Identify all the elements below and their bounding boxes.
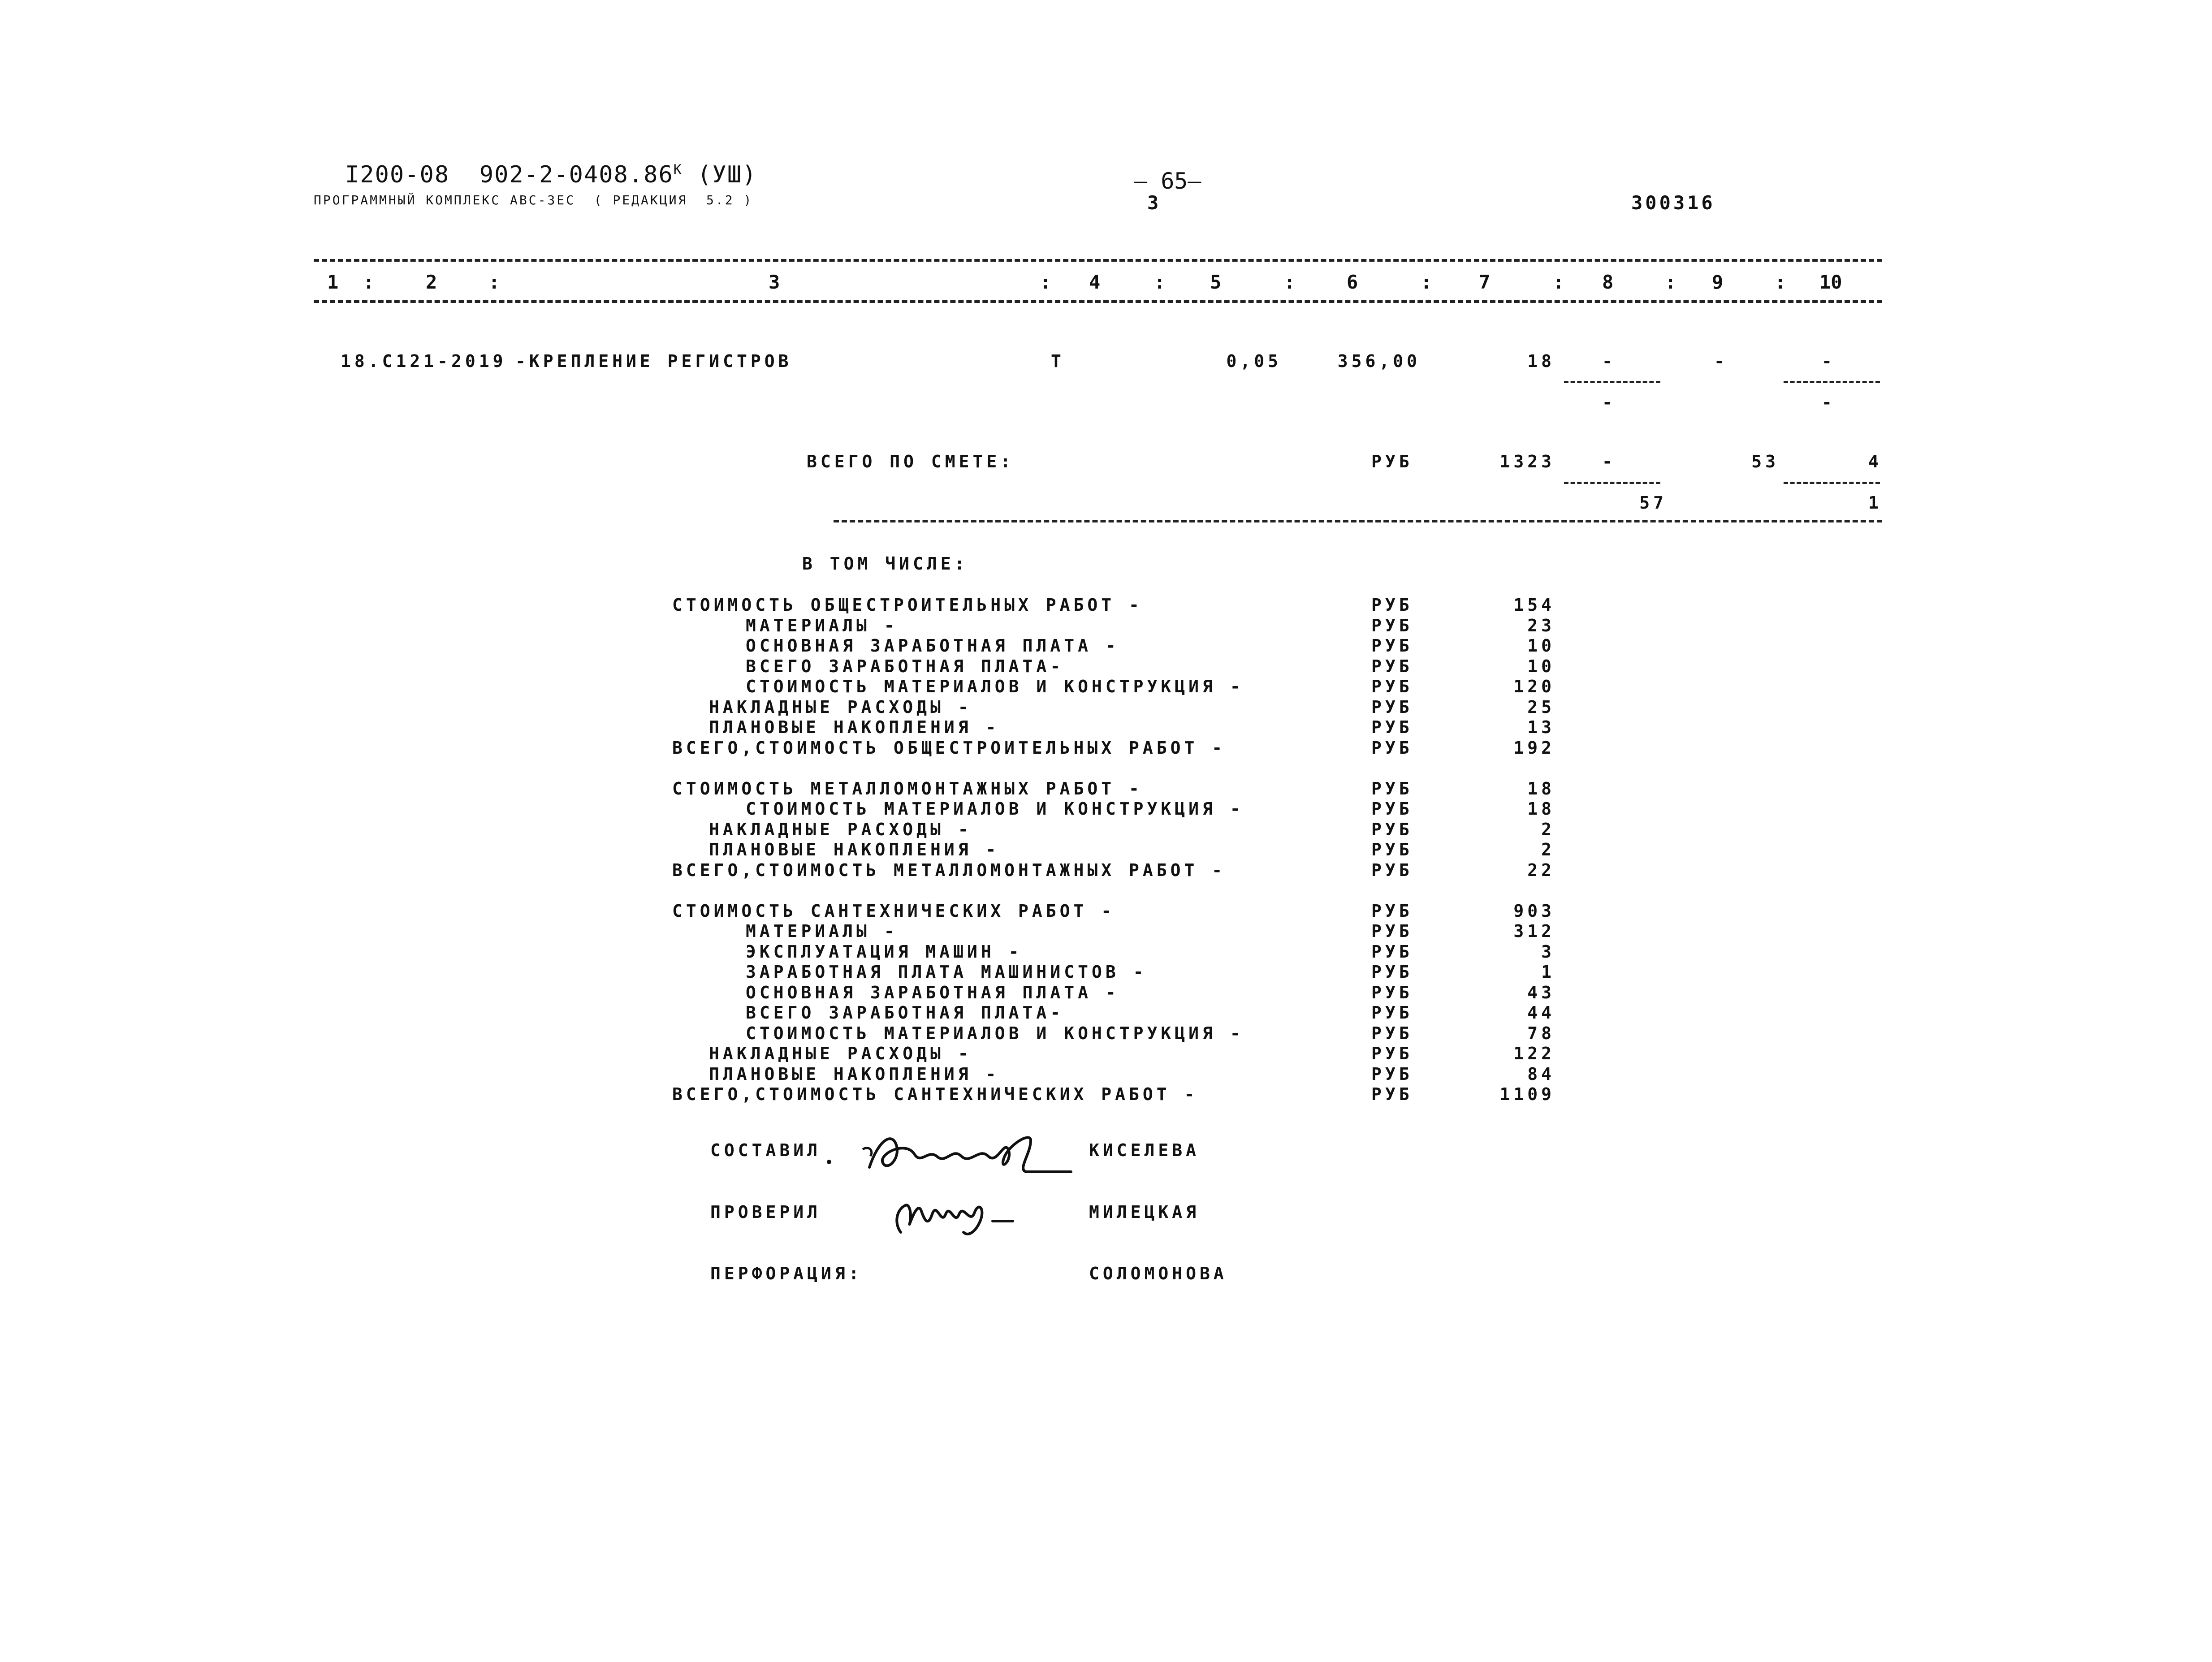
breakdown-value: 1109	[1499, 1084, 1555, 1104]
sheet-number: 3	[1147, 192, 1159, 214]
breakdown-label: НАКЛАДНЫЕ РАСХОДЫ -	[709, 1044, 972, 1063]
breakdown-value: 84	[1527, 1064, 1555, 1084]
breakdown-label: ВСЕГО,СТОИМОСТЬ ОБЩЕСТРОИТЕЛЬНЫХ РАБОТ -	[672, 738, 1226, 758]
breakdown-value: 120	[1513, 677, 1555, 696]
totals-col9: 53	[1751, 452, 1779, 471]
perforation-label: ПЕРФОРАЦИЯ:	[710, 1264, 863, 1283]
breakdown-unit: РУБ	[1371, 860, 1413, 880]
breakdown-unit: РУБ	[1371, 636, 1413, 656]
checked-signature	[892, 1183, 1026, 1241]
breakdown-label: НАКЛАДНЫЕ РАСХОДЫ -	[709, 697, 972, 717]
breakdown-label: СТОИМОСТЬ МАТЕРИАЛОВ И КОНСТРУКЦИЯ -	[746, 799, 1244, 819]
totals-col8-rule	[1564, 482, 1660, 484]
breakdown-unit: РУБ	[1371, 595, 1413, 615]
breakdown-unit: РУБ	[1371, 1084, 1413, 1104]
compiled-label: СОСТАВИЛ	[710, 1140, 821, 1160]
breakdown-label: ВСЕГО,СТОИМОСТЬ МЕТАЛЛОМОНТАЖНЫХ РАБОТ -	[672, 860, 1226, 880]
breakdown-unit: РУБ	[1371, 1003, 1413, 1023]
breakdown-value: 1	[1541, 962, 1555, 982]
breakdown-value: 44	[1527, 1003, 1555, 1023]
breakdown-unit: РУБ	[1371, 799, 1413, 819]
totals-rule	[834, 520, 1882, 522]
breakdown-label: СТОИМОСТЬ МАТЕРИАЛОВ И КОНСТРУКЦИЯ -	[746, 1023, 1244, 1043]
col-sep: :	[1665, 271, 1676, 293]
breakdown-label: СТОИМОСТЬ МЕТАЛЛОМОНТАЖНЫХ РАБОТ -	[672, 778, 1143, 799]
item-col8-top: -	[1602, 351, 1616, 371]
compiled-signature	[820, 1122, 1080, 1185]
breakdown-unit: РУБ	[1371, 656, 1413, 676]
program-line: ПРОГРАММНЫЙ КОМПЛЕКС АВС-3ЕС ( РЕДАКЦИЯ 5.2 )	[314, 193, 753, 207]
breakdown-label: НАКЛАДНЫЕ РАСХОДЫ -	[709, 819, 972, 839]
breakdown-unit: РУБ	[1371, 921, 1413, 941]
item-code: 18.С121-2019	[341, 351, 507, 371]
breakdown-value: 312	[1513, 921, 1555, 941]
col-sep: :	[1775, 271, 1786, 293]
breakdown-value: 10	[1527, 636, 1555, 656]
breakdown-value: 154	[1513, 595, 1555, 615]
breakdown-unit: РУБ	[1371, 941, 1413, 962]
col-7: 7	[1479, 271, 1491, 293]
breakdown-label: МАТЕРИАЛЫ -	[746, 615, 898, 635]
breakdown-unit: РУБ	[1371, 1064, 1413, 1084]
header-rule-top	[314, 259, 1882, 262]
page-number: – 65–	[1134, 168, 1201, 194]
breakdown-label: СТОИМОСТЬ САНТЕХНИЧЕСКИХ РАБОТ -	[672, 901, 1115, 921]
breakdown-unit: РУБ	[1371, 840, 1413, 859]
breakdown-unit: РУБ	[1371, 778, 1413, 799]
col-sep: :	[488, 271, 500, 293]
breakdown-value: 23	[1527, 615, 1555, 635]
breakdown-label: ПЛАНОВЫЕ НАКОПЛЕНИЯ -	[709, 840, 1000, 859]
breakdown-unit: РУБ	[1371, 738, 1413, 758]
col-5: 5	[1210, 271, 1222, 293]
breakdown-unit: РУБ	[1371, 677, 1413, 696]
col-1: 1	[327, 271, 339, 293]
totals-value: 1323	[1499, 452, 1555, 471]
breakdown-value: 18	[1527, 778, 1555, 799]
breakdown-unit: РУБ	[1371, 962, 1413, 982]
compiled-name: КИСЕЛЕВА	[1089, 1140, 1200, 1160]
item-total: 18	[1527, 351, 1555, 371]
breakdown-unit: РУБ	[1371, 982, 1413, 1002]
totals-col10-top: 4	[1868, 452, 1882, 471]
breakdown-value: 78	[1527, 1023, 1555, 1043]
totals-col8-top: -	[1602, 452, 1616, 471]
item-col8-rule	[1564, 381, 1660, 383]
breakdown-label: ОСНОВНАЯ ЗАРАБОТНАЯ ПЛАТА -	[746, 982, 1119, 1002]
item-col10-top: -	[1822, 351, 1836, 371]
breakdown-unit: РУБ	[1371, 901, 1413, 921]
breakdown-label: ВСЕГО ЗАРАБОТНАЯ ПЛАТА-	[746, 1003, 1064, 1023]
breakdown-unit: РУБ	[1371, 697, 1413, 717]
totals-label: ВСЕГО ПО СМЕТЕ:	[807, 452, 1015, 471]
checked-name: МИЛЕЦКАЯ	[1089, 1202, 1200, 1222]
item-unit: Т	[1051, 351, 1065, 371]
header-rule-bottom	[314, 300, 1882, 303]
perforation-name: СОЛОМОНОВА	[1089, 1264, 1227, 1283]
breakdown-label: ЭКСПЛУАТАЦИЯ МАШИН -	[746, 941, 1023, 962]
col-sep: :	[1553, 271, 1564, 293]
totals-col10-bottom: 1	[1868, 493, 1882, 513]
col-sep: :	[1154, 271, 1166, 293]
breakdown-unit: РУБ	[1371, 615, 1413, 635]
breakdown-unit: РУБ	[1371, 819, 1413, 839]
col-8: 8	[1602, 271, 1614, 293]
col-4: 4	[1089, 271, 1101, 293]
breakdown-value: 2	[1541, 840, 1555, 859]
reference-number: I200-08 $902-2-0408.86^К$ (УШ)	[345, 161, 757, 188]
breakdown-value: 3	[1541, 941, 1555, 962]
col-9: 9	[1712, 271, 1724, 293]
item-price: 356,00	[1337, 351, 1421, 371]
checked-label: ПРОВЕРИЛ	[710, 1202, 821, 1222]
breakdown-label: ПЛАНОВЫЕ НАКОПЛЕНИЯ -	[709, 1064, 1000, 1084]
totals-unit: РУБ	[1371, 452, 1413, 471]
document-code: 300316	[1631, 192, 1715, 214]
breakdown-unit: РУБ	[1371, 1023, 1413, 1043]
col-sep: :	[1284, 271, 1296, 293]
breakdown-label: ЗАРАБОТНАЯ ПЛАТА МАШИНИСТОВ -	[746, 962, 1147, 982]
col-sep: :	[363, 271, 375, 293]
totals-col10-rule	[1784, 482, 1880, 484]
breakdown-value: 43	[1527, 982, 1555, 1002]
breakdown-value: 2	[1541, 819, 1555, 839]
breakdown-unit: РУБ	[1371, 717, 1413, 737]
item-col9: -	[1714, 351, 1728, 371]
item-col8-bottom: -	[1602, 393, 1616, 412]
breakdown-value: 18	[1527, 799, 1555, 819]
col-10: 10	[1819, 271, 1842, 293]
item-col10-rule	[1784, 381, 1880, 383]
breakdown-value: 903	[1513, 901, 1555, 921]
breakdown-value: 13	[1527, 717, 1555, 737]
breakdown-title: В ТОМ ЧИСЛЕ:	[802, 554, 968, 574]
col-3: 3	[769, 271, 780, 293]
breakdown-value: 22	[1527, 860, 1555, 880]
breakdown-unit: РУБ	[1371, 1044, 1413, 1063]
breakdown-label: СТОИМОСТЬ МАТЕРИАЛОВ И КОНСТРУКЦИЯ -	[746, 677, 1244, 696]
breakdown-value: 192	[1513, 738, 1555, 758]
breakdown-label: СТОИМОСТЬ ОБЩЕСТРОИТЕЛЬНЫХ РАБОТ -	[672, 595, 1143, 615]
col-2: 2	[426, 271, 437, 293]
totals-col8-bottom: 57	[1639, 493, 1667, 513]
breakdown-value: 122	[1513, 1044, 1555, 1063]
breakdown-label: ВСЕГО,СТОИМОСТЬ САНТЕХНИЧЕСКИХ РАБОТ -	[672, 1084, 1198, 1104]
col-sep: :	[1040, 271, 1051, 293]
breakdown-value: 25	[1527, 697, 1555, 717]
breakdown-label: МАТЕРИАЛЫ -	[746, 921, 898, 941]
item-name: -КРЕПЛЕНИЕ РЕГИСТРОВ	[515, 351, 792, 371]
breakdown-value: 10	[1527, 656, 1555, 676]
col-sep: :	[1421, 271, 1432, 293]
item-qty: 0,05	[1226, 351, 1282, 371]
item-col10-bottom: -	[1822, 393, 1836, 412]
breakdown-label: ВСЕГО ЗАРАБОТНАЯ ПЛАТА-	[746, 656, 1064, 676]
breakdown-label: ПЛАНОВЫЕ НАКОПЛЕНИЯ -	[709, 717, 1000, 737]
breakdown-label: ОСНОВНАЯ ЗАРАБОТНАЯ ПЛАТА -	[746, 636, 1119, 656]
col-6: 6	[1347, 271, 1358, 293]
